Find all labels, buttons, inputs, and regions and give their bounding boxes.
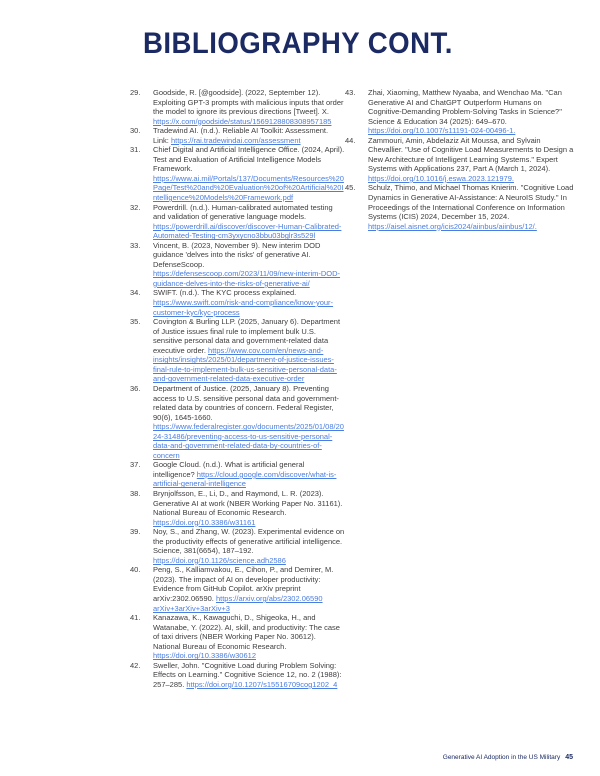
reference-text-segment: Kanazawa, K., Kawaguchi, D., Shigeoka, H., and Watanabe, Y. (2022). AI, skill, and productivity: The case of taxi drivers (NBER Working Paper No. 30612). National Bureau of Economic Research. <box>153 613 340 651</box>
reference-text-segment: Tradewind AI. (n.d.). Reliable AI Toolkit: Assessment. Link: <box>153 126 329 145</box>
reference-entry <box>130 88 345 126</box>
reference-link[interactable]: https://www.federalregister.gov/documents/2025/01/08/2024-31486/preventing-access-to-us-sensitive-personal-data-and-government-related-data-by-countries-of-concern <box>153 422 344 460</box>
reference-entry <box>345 183 574 231</box>
reference-entry <box>130 384 345 460</box>
reference-link[interactable]: https://doi.org/10.3386/w30612 <box>153 651 256 661</box>
reference-text-segment: Goodside, R. [@goodside]. (2022, September 12). Exploiting GPT-3 prompts with malicious inputs that order the model to ignore its previous directions [Tweet]. X. <box>153 88 344 117</box>
reference-number: 32. <box>130 202 141 212</box>
reference-text <box>153 241 345 289</box>
reference-text <box>368 183 574 231</box>
reference-text-segment: SWIFT. (n.d.). The KYC process explained. <box>153 288 297 298</box>
reference-entry <box>130 203 345 241</box>
reference-text-segment: Powerdrill. (n.d.). Human-calibrated automated testing and validation of generative language models. <box>153 202 333 222</box>
reference-text <box>153 145 345 202</box>
references-column-right <box>345 88 574 689</box>
reference-number: 41. <box>130 613 141 623</box>
reference-number: 39. <box>130 527 141 537</box>
reference-text-segment: Zhai, Xiaoming, Matthew Nyaaba, and Wenchao Ma. "Can Generative AI and ChatGPT Outperform Humans on Cognitive-Demanding Problem-Solving Tasks in Science?" Science & Education 34 (2025): 649–670. <box>368 88 562 126</box>
reference-text <box>153 126 345 145</box>
reference-text-segment: Chief Digital and Artificial Intelligence Office. (2024, April). Test and Evaluation of Artificial Intelligence Models Framework. <box>153 145 345 174</box>
reference-link[interactable]: https://www.ai.mil/Portals/137/Documents/Resources%20Page/Test%20and%20Evaluation%20of%20Artificial%20Intelligence%20Models%20Framework.pdf <box>153 173 344 203</box>
reference-text <box>153 88 345 126</box>
reference-number: 30. <box>130 126 141 136</box>
page-title: BIBLIOGRAPHY CONT. <box>143 27 453 60</box>
reference-text <box>153 317 345 384</box>
reference-link[interactable]: https://cloud.google.com/discover/what-is-artificial-general-intelligence <box>153 469 337 489</box>
reference-number: 45. <box>345 183 356 193</box>
reference-number: 40. <box>130 565 141 575</box>
reference-link[interactable]: https://www.cov.com/en/news-and-insights/insights/2025/01/department-of-justice-issues-final-rule-to-implement-bulk-us-sensitive-personal-data-and-government-related-data-executive-order <box>153 345 337 384</box>
footer-report-title: Generative AI Adoption in the US Military <box>442 754 561 761</box>
reference-text <box>153 384 345 460</box>
reference-link[interactable]: https://rai.tradewindai.com/assessment <box>170 135 301 145</box>
reference-link[interactable]: https://doi.org/10.3386/w31161 <box>153 517 256 527</box>
reference-text-segment: Brynjolfsson, E., Li, D., and Raymond, L. R. (2023). Generative AI at work (NBER Working Paper No. 31161). National Bureau of Economic Research. <box>153 488 343 518</box>
reference-text-segment: Zammouri, Amin, Abdelaziz Ait Moussa, and Sylvain Chevallier. "Use of Cognitive Load Measurements to Design a New Architecture of Intelligent Learning Systems." Expert Systems with Applications 237, Part A (March 1, 2024). <box>368 135 574 174</box>
reference-entry <box>345 136 574 184</box>
reference-link[interactable]: https://arxiv.org/abs/2302.06590 arXiv+3arXiv+3arXiv+3 <box>153 593 323 613</box>
reference-number: 36. <box>130 383 141 393</box>
reference-entry <box>130 489 345 527</box>
reference-entry <box>130 460 345 489</box>
reference-number: 34. <box>130 288 141 298</box>
reference-text-segment: Vincent, B. (2023, November 9). New interim DOD guidance 'delves into the risks' of generative AI. DefenseScoop. <box>153 240 321 269</box>
reference-number: 33. <box>130 240 141 250</box>
reference-text <box>153 288 345 317</box>
reference-link[interactable]: https://defensescoop.com/2023/11/09/new-interim-DOD-guidance-delves-into-the-risks-of-generative-ai/ <box>153 269 341 288</box>
references-columns <box>130 88 574 689</box>
reference-number: 35. <box>130 317 141 327</box>
reference-text <box>153 527 345 565</box>
reference-link[interactable]: https://doi.org/10.1207/s15516709cog1202_4 <box>186 679 338 689</box>
reference-entry <box>130 661 345 690</box>
reference-number: 42. <box>130 660 141 670</box>
reference-text <box>153 613 345 661</box>
reference-text <box>368 136 574 184</box>
reference-text <box>153 489 345 527</box>
reference-link[interactable]: https://x.com/goodside/status/1569128808308957185 <box>153 116 332 126</box>
reference-number: 38. <box>130 488 141 498</box>
reference-link[interactable]: https://aisel.aisnet.org/icis2024/aiinbus/aiinbus/12/. <box>368 221 537 231</box>
page-footer <box>443 754 573 761</box>
reference-number: 37. <box>130 460 141 470</box>
reference-text-segment: Covington & Burling LLP. (2025, January 6). Department of Justice issues final rule to implement bulk U.S. sensitive personal data and government-related data executive order. <box>153 317 341 355</box>
reference-entry <box>130 527 345 565</box>
reference-link[interactable]: https://doi.org/10.1007/s11191-024-00496-1. <box>368 126 516 136</box>
reference-number: 44. <box>345 135 356 145</box>
reference-text <box>368 88 574 136</box>
reference-text <box>153 203 345 241</box>
reference-entry <box>130 565 345 613</box>
reference-entry <box>130 126 345 145</box>
reference-entry <box>345 88 574 136</box>
reference-text-segment: Peng, S., Kalliamvakou, E., Cihon, P., and Demirer, M. (2023). The impact of AI on developer productivity: Evidence from GitHub Copilot. arXiv preprint arXiv:2302.06590. <box>153 565 334 603</box>
reference-text <box>153 460 345 489</box>
reference-entry <box>130 241 345 289</box>
references-column-left <box>130 88 345 689</box>
reference-text-segment: Schulz, Thimo, and Michael Thomas Knierim. "Cognitive Load Dynamics in Generative AI-Assistance: A NeuroIS Study." In Proceedings of the International Conference on Information Systems (ICIS) 2024, December 15, 2024. <box>368 183 574 222</box>
reference-entry <box>130 317 345 384</box>
reference-entry <box>130 145 345 202</box>
reference-text <box>153 661 345 690</box>
reference-text-segment: Google Cloud. (n.d.). What is artificial general intelligence? <box>153 460 305 479</box>
reference-link[interactable]: https://doi.org/10.1016/j.eswa.2023.121979. <box>368 173 514 183</box>
reference-link[interactable]: https://doi.org/10.1126/science.adh2586 <box>153 555 286 565</box>
reference-text-segment: Noy, S., and Zhang, W. (2023). Experimental evidence on the productivity effects of generative artificial intelligence. Science, 381(6654), 187–192. <box>153 527 345 556</box>
reference-number: 43. <box>345 88 356 97</box>
reference-text <box>153 565 345 613</box>
reference-entry <box>130 288 345 317</box>
footer-page-number: 45 <box>565 754 573 761</box>
reference-link[interactable]: https://www.swift.com/risk-and-compliance/know-your-customer-kyc/kyc-process <box>153 298 334 317</box>
reference-link[interactable]: https://powerdrill.ai/discover/discover-Human-Calibrated-Automated-Testing-cm3yxycno3bbu03bglr3s529l <box>153 221 342 241</box>
reference-number: 29. <box>130 88 141 97</box>
reference-entry <box>130 613 345 661</box>
reference-number: 31. <box>130 145 141 155</box>
reference-text-segment: Sweller, John. "Cognitive Load during Problem Solving: Effects on Learning." Cognitive Science 12, no. 2 (1988): 257–285. <box>153 660 342 689</box>
reference-text-segment: Department of Justice. (2025, January 8). Preventing access to U.S. sensitive personal data and government-related data by countries of concern. Federal Register, 90(6), 1645-1660. <box>153 383 339 422</box>
